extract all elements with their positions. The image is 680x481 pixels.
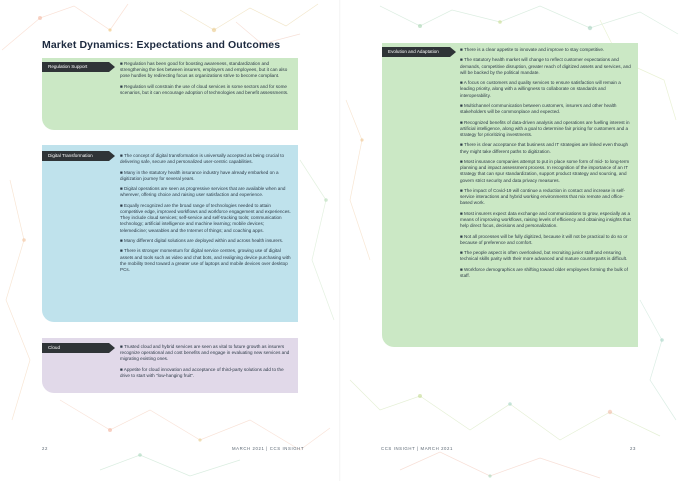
regulation-support-bullets: [120, 61, 292, 96]
bullet-item: ■ The concept of digital transformation is universally accepted as being crucial to delivering safe, secure and personalized user-centric capabilities.: [120, 153, 285, 165]
digital-transformation-tag: Digital Transformation: [42, 151, 109, 161]
bullet-item: ■ Digital operations are seen as progressive services that are available when and wherever, offering choice and raising user satisfaction and experience.: [120, 186, 286, 198]
bullet-item: ■ Appetite for cloud innovation and acceptance of third-party solutions add to the drive to start with "low-hanging fruit".: [120, 366, 284, 378]
bullet-item: ■ Regulation will constrain the use of cloud services in some sectors and for some scenarios, but it can encourage adoption of technologies and benefit assessments.: [120, 83, 289, 95]
bullet-item: ■ Trusted cloud and hybrid services are seen as vital to future growth as insurers recognize operational and cost benefits and engage in evaluating new services and migrating existing ones.: [120, 344, 290, 362]
evolution-adaptation-bullets: [460, 47, 632, 279]
bullet-item: ■ Multichannel communication between customers, insurers and other health stakeholders will be commonplace and expected.: [460, 102, 617, 115]
bullet-item: ■ The statutory health market will change to reflect customer expectations and demands, competitive disruption, greater reach of digitized assets and services, and will be backed by the political mandate.: [460, 57, 631, 75]
bullet-item: ■ A focus on customers and quality services to ensure satisfaction will remain a leading priority, along with a willingness to collaborate on standards and interoperability.: [460, 80, 621, 98]
regulation-support-tag: Regulation Support: [42, 62, 109, 72]
bullet-item: ■ Most insurers expect data exchange and communications to grow, especially as a means of improving workflows, raising levels of efficiency and obtaining insights that help direct focus, decisions and personalization.: [460, 210, 631, 229]
left-page-number: 22: [42, 446, 48, 451]
left-footer-text: MARCH 2021 | CCS INSIGHT: [232, 446, 305, 451]
right-footer-text: CCS INSIGHT | MARCH 2021: [381, 446, 454, 451]
cloud-bullets: [120, 344, 292, 379]
bullet-item: ■ Recognized benefits of data-driven analysis and operations are fuelling interest in artificial intelligence, along with a goal to determine fair pricing for customers and a strategy for prioritizing investments.: [460, 119, 630, 137]
bullet-item: ■ Many different digital solutions are deployed within and across health insurers.: [120, 237, 284, 243]
bullet-item: ■ Workforce demographics are shifting toward older employees forming the bulk of staff.: [460, 266, 628, 278]
page-gutter: [339, 0, 341, 481]
digital-transformation-bullets: [120, 153, 292, 273]
bullet-item: ■ Not all processes will be fully digitized, because it will not be practical to do so or because of preference and comfort.: [460, 233, 628, 245]
bullet-item: ■ The impact of Covid-19 will continue a reduction in contact and increase in self-service interactions and hybrid working environments that mix remote and office-based work.: [460, 187, 626, 206]
bullet-item: ■ There is clear acceptance that business and IT strategies are linked even though they might take different paths to digitization.: [460, 142, 629, 154]
bullet-item: ■ Most insurance companies attempt to put in place some form of mid- to long-term planning and impact assessment process. In recognition of the importance of an IT strategy that can spur standardization, support product strategy and sourcing, and govern strict security and data privacy measures.: [460, 158, 630, 183]
bullet-item: ■ There is stronger momentum for digital service centres, growing use of digital assets and tools such as video and chat bots, and realigning device purchasing with the mobility trend toward a greater use of laptops and mobile devices over desktop PCs.: [120, 248, 291, 272]
bullet-item: ■ The people aspect is often overlooked, but recruiting junior staff and ensuring technical skills parity with their more advanced and mature counterparts is difficult.: [460, 250, 628, 262]
bullet-item: ■ Many in the statutory health insurance industry have already embarked on a digitization journey for several years.: [120, 169, 279, 181]
cloud-tag: Cloud: [42, 343, 109, 353]
right-page-number: 23: [630, 446, 636, 451]
bullet-item: ■ There is a clear appetite to innovate and improve to stay competitive.: [460, 47, 605, 52]
bullet-item: ■ Equally recognized are the broad range of technologies needed to attain competitive edge, improved workflows and workforce engagement and experiences. They include cloud services; self-service and self-tracking tools; communication technology; artificial intelligence and machine learning; mobile devices; telemedicine; wearables and the Internet of things; and coaching apps.: [120, 202, 291, 233]
page-title: Market Dynamics: Expectations and Outcomes: [42, 39, 281, 51]
bullet-item: ■ Regulation has been good for boosting awareness, standardization and strengthening the ties between insurers, employers and employees, but it can also pose hurdles by redirecting focus as organizations strive to become compliant.: [120, 61, 288, 79]
evolution-adaptation-tag: Evolution and Adaptation: [382, 47, 450, 57]
